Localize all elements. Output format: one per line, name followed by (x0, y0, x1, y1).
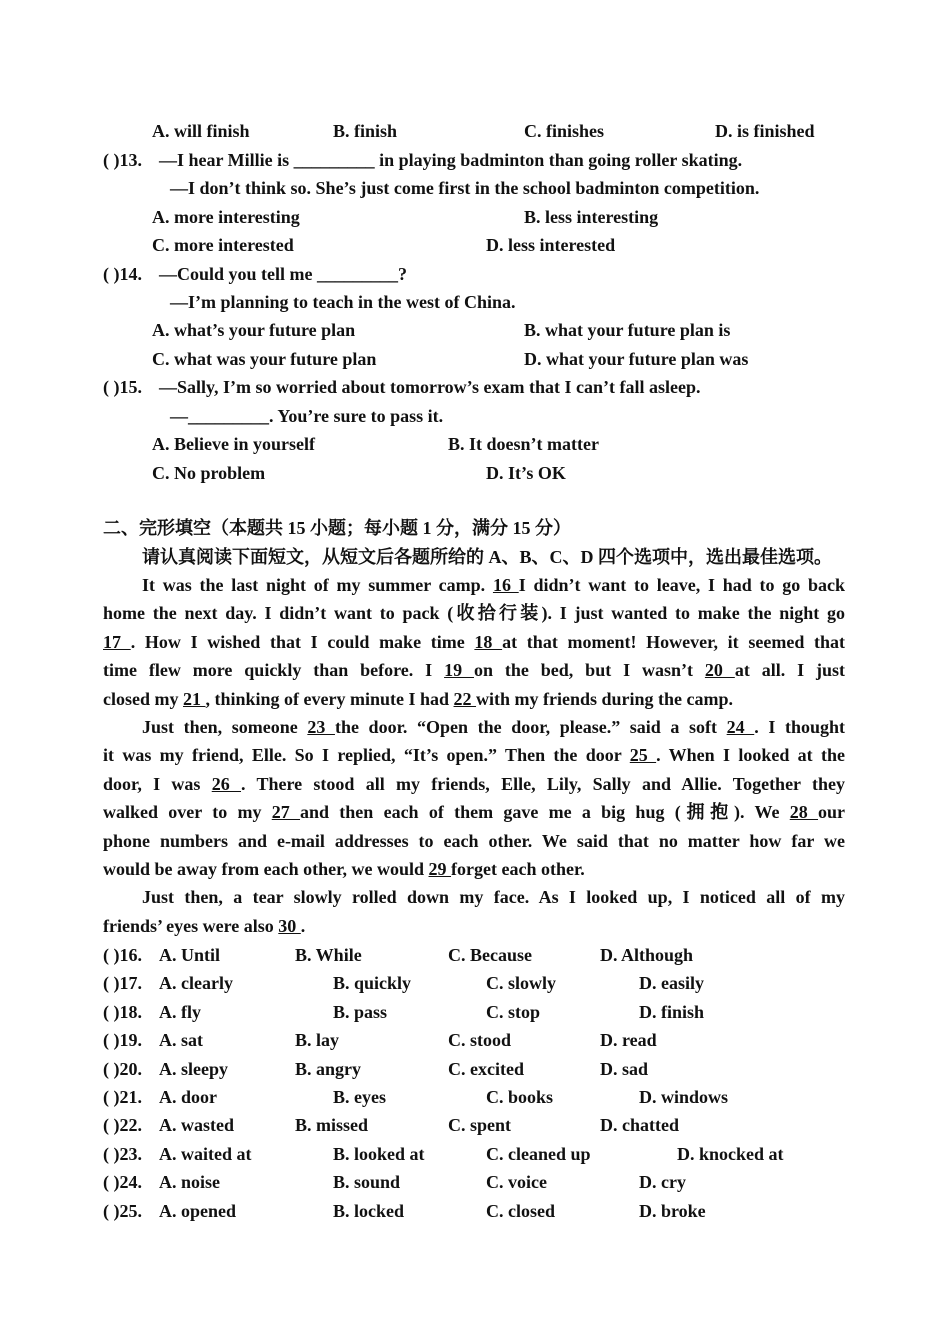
option-b: B. lay (295, 1030, 340, 1051)
option-d: D. easily (639, 973, 704, 994)
answer-bracket[interactable]: ( )21. (103, 1087, 142, 1107)
option-a: A. opened (159, 1200, 237, 1221)
passage-segment: phone numbers and e-mail addresses to each other. We said that no matter how far we (103, 830, 845, 851)
option-c: C. excited (448, 1058, 524, 1079)
passage-segment: forget each other. (451, 859, 585, 879)
option-c: C. slowly (486, 973, 557, 994)
option-c: C. stood (448, 1030, 512, 1051)
passage-segment: on the bed, but I wasn’t (473, 660, 705, 681)
q15-answer-bracket[interactable]: ( )15. (103, 377, 142, 397)
q12-option-d: D. is finished (715, 121, 815, 141)
blank-number: 30 (278, 915, 301, 936)
option-d: D. chatted (600, 1115, 679, 1136)
option-d: D. read (600, 1030, 657, 1051)
passage-segment: door, I was (103, 773, 212, 794)
option-b: B. missed (295, 1115, 369, 1136)
q15-stem: —Sally, I’m so worried about tomorrow’s exam that I can’t fall asleep. (159, 377, 701, 397)
passage-segment: with my friends during the camp. (476, 688, 734, 709)
option-a: A. noise (159, 1172, 221, 1193)
passage-segment: friends’ eyes were also (103, 915, 279, 936)
passage-text (103, 741, 845, 769)
option-a: A. wasted (159, 1115, 234, 1136)
option-c: C. spent (448, 1115, 512, 1136)
option-d: D. Although (600, 945, 694, 965)
answer-bracket[interactable]: ( )20. (103, 1058, 142, 1079)
option-a: A. Until (159, 945, 221, 965)
passage-segment: at all. I just (734, 660, 846, 681)
q12-option-c: C. finishes (524, 121, 605, 141)
blank-number: 18 (474, 631, 503, 652)
passage-text (142, 571, 845, 599)
option-a: A. sleepy (159, 1058, 228, 1079)
option-b: B. angry (295, 1058, 362, 1079)
blank-number: 24 (726, 717, 755, 737)
q13-option-d: D. less interested (486, 235, 616, 255)
passage-segment: . There stood all my friends, Elle, Lily, Sally and Allie. Together they (241, 773, 846, 794)
blank-number: 27 (271, 802, 301, 823)
passage-text (103, 770, 845, 798)
q13-stem: —I hear Millie is _________ in playing badminton than going roller skating. (159, 150, 743, 170)
option-d: D. sad (600, 1058, 649, 1079)
blank-number: 29 (428, 859, 452, 879)
blank-number: 19 (444, 660, 474, 681)
option-c: C. cleaned up (486, 1143, 591, 1164)
passage-segment: time flew more quickly than before. I (103, 660, 445, 681)
q13-option-b: B. less interesting (524, 207, 659, 227)
option-c: C. books (486, 1087, 554, 1107)
answer-bracket[interactable]: ( )25. (103, 1200, 142, 1221)
passage-segment: our (818, 802, 846, 823)
passage-segment: . How I wished that I could make time (130, 631, 475, 652)
passage-segment: It was the last night of my summer camp. (142, 575, 493, 595)
q14-option-a: A. what’s your future plan (152, 320, 356, 340)
passage-segment: Just then, a tear slowly rolled down my face. As I looked up, I noticed all of my (142, 887, 845, 908)
passage-text (103, 656, 845, 684)
passage-segment: . (300, 915, 306, 936)
blank-number: 21 (183, 688, 206, 709)
passage-text (103, 798, 845, 826)
option-b: B. sound (333, 1172, 401, 1193)
passage-text (103, 685, 733, 713)
passage-text (103, 599, 845, 627)
passage-text (142, 883, 845, 911)
option-a: A. fly (159, 1001, 201, 1022)
passage-text (103, 855, 585, 883)
q15-option-c: C. No problem (152, 463, 266, 483)
blank-number: 22 (453, 688, 477, 709)
option-b: B. While (295, 945, 362, 965)
option-b: B. locked (333, 1200, 405, 1221)
option-d: D. broke (639, 1200, 706, 1221)
option-c: C. stop (486, 1001, 541, 1022)
q14-reply: —I’m planning to teach in the west of China. (170, 292, 516, 312)
q12-option-a: A. will finish (152, 121, 250, 141)
section-instruction: 请认真阅读下面短文，从短文后各题所给的 A、B、C、D 四个选项中，选出最佳选项。 (142, 547, 832, 567)
q14-option-d: D. what your future plan was (524, 349, 749, 369)
answer-bracket[interactable]: ( )19. (103, 1030, 142, 1051)
option-b: B. quickly (333, 973, 412, 994)
passage-segment: . When I looked at the (656, 745, 845, 766)
passage-segment: at that moment! However, it seemed that (502, 631, 846, 652)
q12-option-b: B. finish (333, 121, 398, 141)
answer-bracket[interactable]: ( )16. (103, 945, 142, 965)
q14-stem: —Could you tell me _________? (159, 264, 408, 284)
q13-option-a: A. more interesting (152, 207, 300, 227)
passage-segment: home the next day. I didn’t want to pack (收拾行装). I just wanted to make the night go (103, 603, 845, 624)
passage-segment: would be away from each other, we would (103, 859, 429, 879)
option-a: A. clearly (159, 973, 233, 994)
option-d: D. windows (639, 1087, 729, 1107)
option-c: C. Because (448, 945, 532, 965)
blank-number: 20 (704, 660, 735, 681)
q13-option-c: C. more interested (152, 235, 294, 255)
q15-reply: —_________. You’re sure to pass it. (170, 406, 444, 426)
passage-text (103, 628, 845, 656)
q14-option-c: C. what was your future plan (152, 349, 377, 369)
option-c: C. voice (486, 1172, 547, 1193)
passage-segment: walked over to my (103, 802, 272, 823)
answer-bracket[interactable]: ( )17. (103, 973, 142, 994)
passage-segment: , thinking of every minute I had (205, 688, 454, 709)
q14-option-b: B. what your future plan is (524, 320, 731, 340)
option-c: C. closed (486, 1200, 555, 1221)
passage-segment: it was my friend, Elle. So I replied, “It’s open.” Then the door (103, 745, 630, 766)
section-heading: 二、完形填空（本题共 15 小题；每小题 1 分，满分 15 分） (103, 518, 571, 538)
passage-text (103, 827, 845, 855)
option-d: D. cry (639, 1172, 686, 1193)
passage-segment: closed my (103, 688, 183, 709)
passage-text (142, 713, 845, 741)
q15-option-d: D. It’s OK (486, 463, 566, 483)
blank-number: 17 (103, 631, 131, 652)
blank-number: 28 (789, 802, 819, 823)
passage-segment: . I thought (754, 717, 845, 737)
q14-answer-bracket[interactable]: ( )14. (103, 264, 142, 284)
passage-segment: Just then, someone (142, 717, 308, 737)
passage-segment: the door. “Open the door, please.” said a soft (334, 717, 727, 737)
option-d: D. finish (639, 1001, 705, 1022)
option-b: B. looked at (333, 1143, 425, 1164)
q13-answer-bracket[interactable]: ( )13. (103, 150, 142, 170)
option-a: A. waited at (159, 1143, 252, 1164)
passage-segment: I didn’t want to leave, I had to go back (518, 575, 846, 595)
option-a: A. door (159, 1087, 217, 1107)
blank-number: 16 (492, 575, 519, 595)
option-d: D. knocked at (677, 1143, 784, 1164)
option-b: B. eyes (333, 1087, 386, 1107)
blank-number: 25 (629, 745, 657, 766)
answer-bracket[interactable]: ( )22. (103, 1115, 142, 1136)
q15-option-b: B. It doesn’t matter (448, 434, 599, 454)
blank-number: 23 (307, 717, 335, 737)
q13-reply: —I don’t think so. She’s just come first in the school badminton competition. (170, 178, 760, 198)
passage-text (103, 912, 305, 940)
q15-option-a: A. Believe in yourself (152, 434, 315, 454)
blank-number: 26 (211, 773, 242, 794)
option-b: B. pass (333, 1001, 388, 1022)
passage-segment: and then each of them gave me a big hug (拥抱). We (300, 802, 790, 823)
option-a: A. sat (159, 1030, 203, 1051)
answer-bracket[interactable]: ( )18. (103, 1001, 142, 1022)
answer-bracket[interactable]: ( )24. (103, 1172, 142, 1193)
answer-bracket[interactable]: ( )23. (103, 1143, 142, 1164)
